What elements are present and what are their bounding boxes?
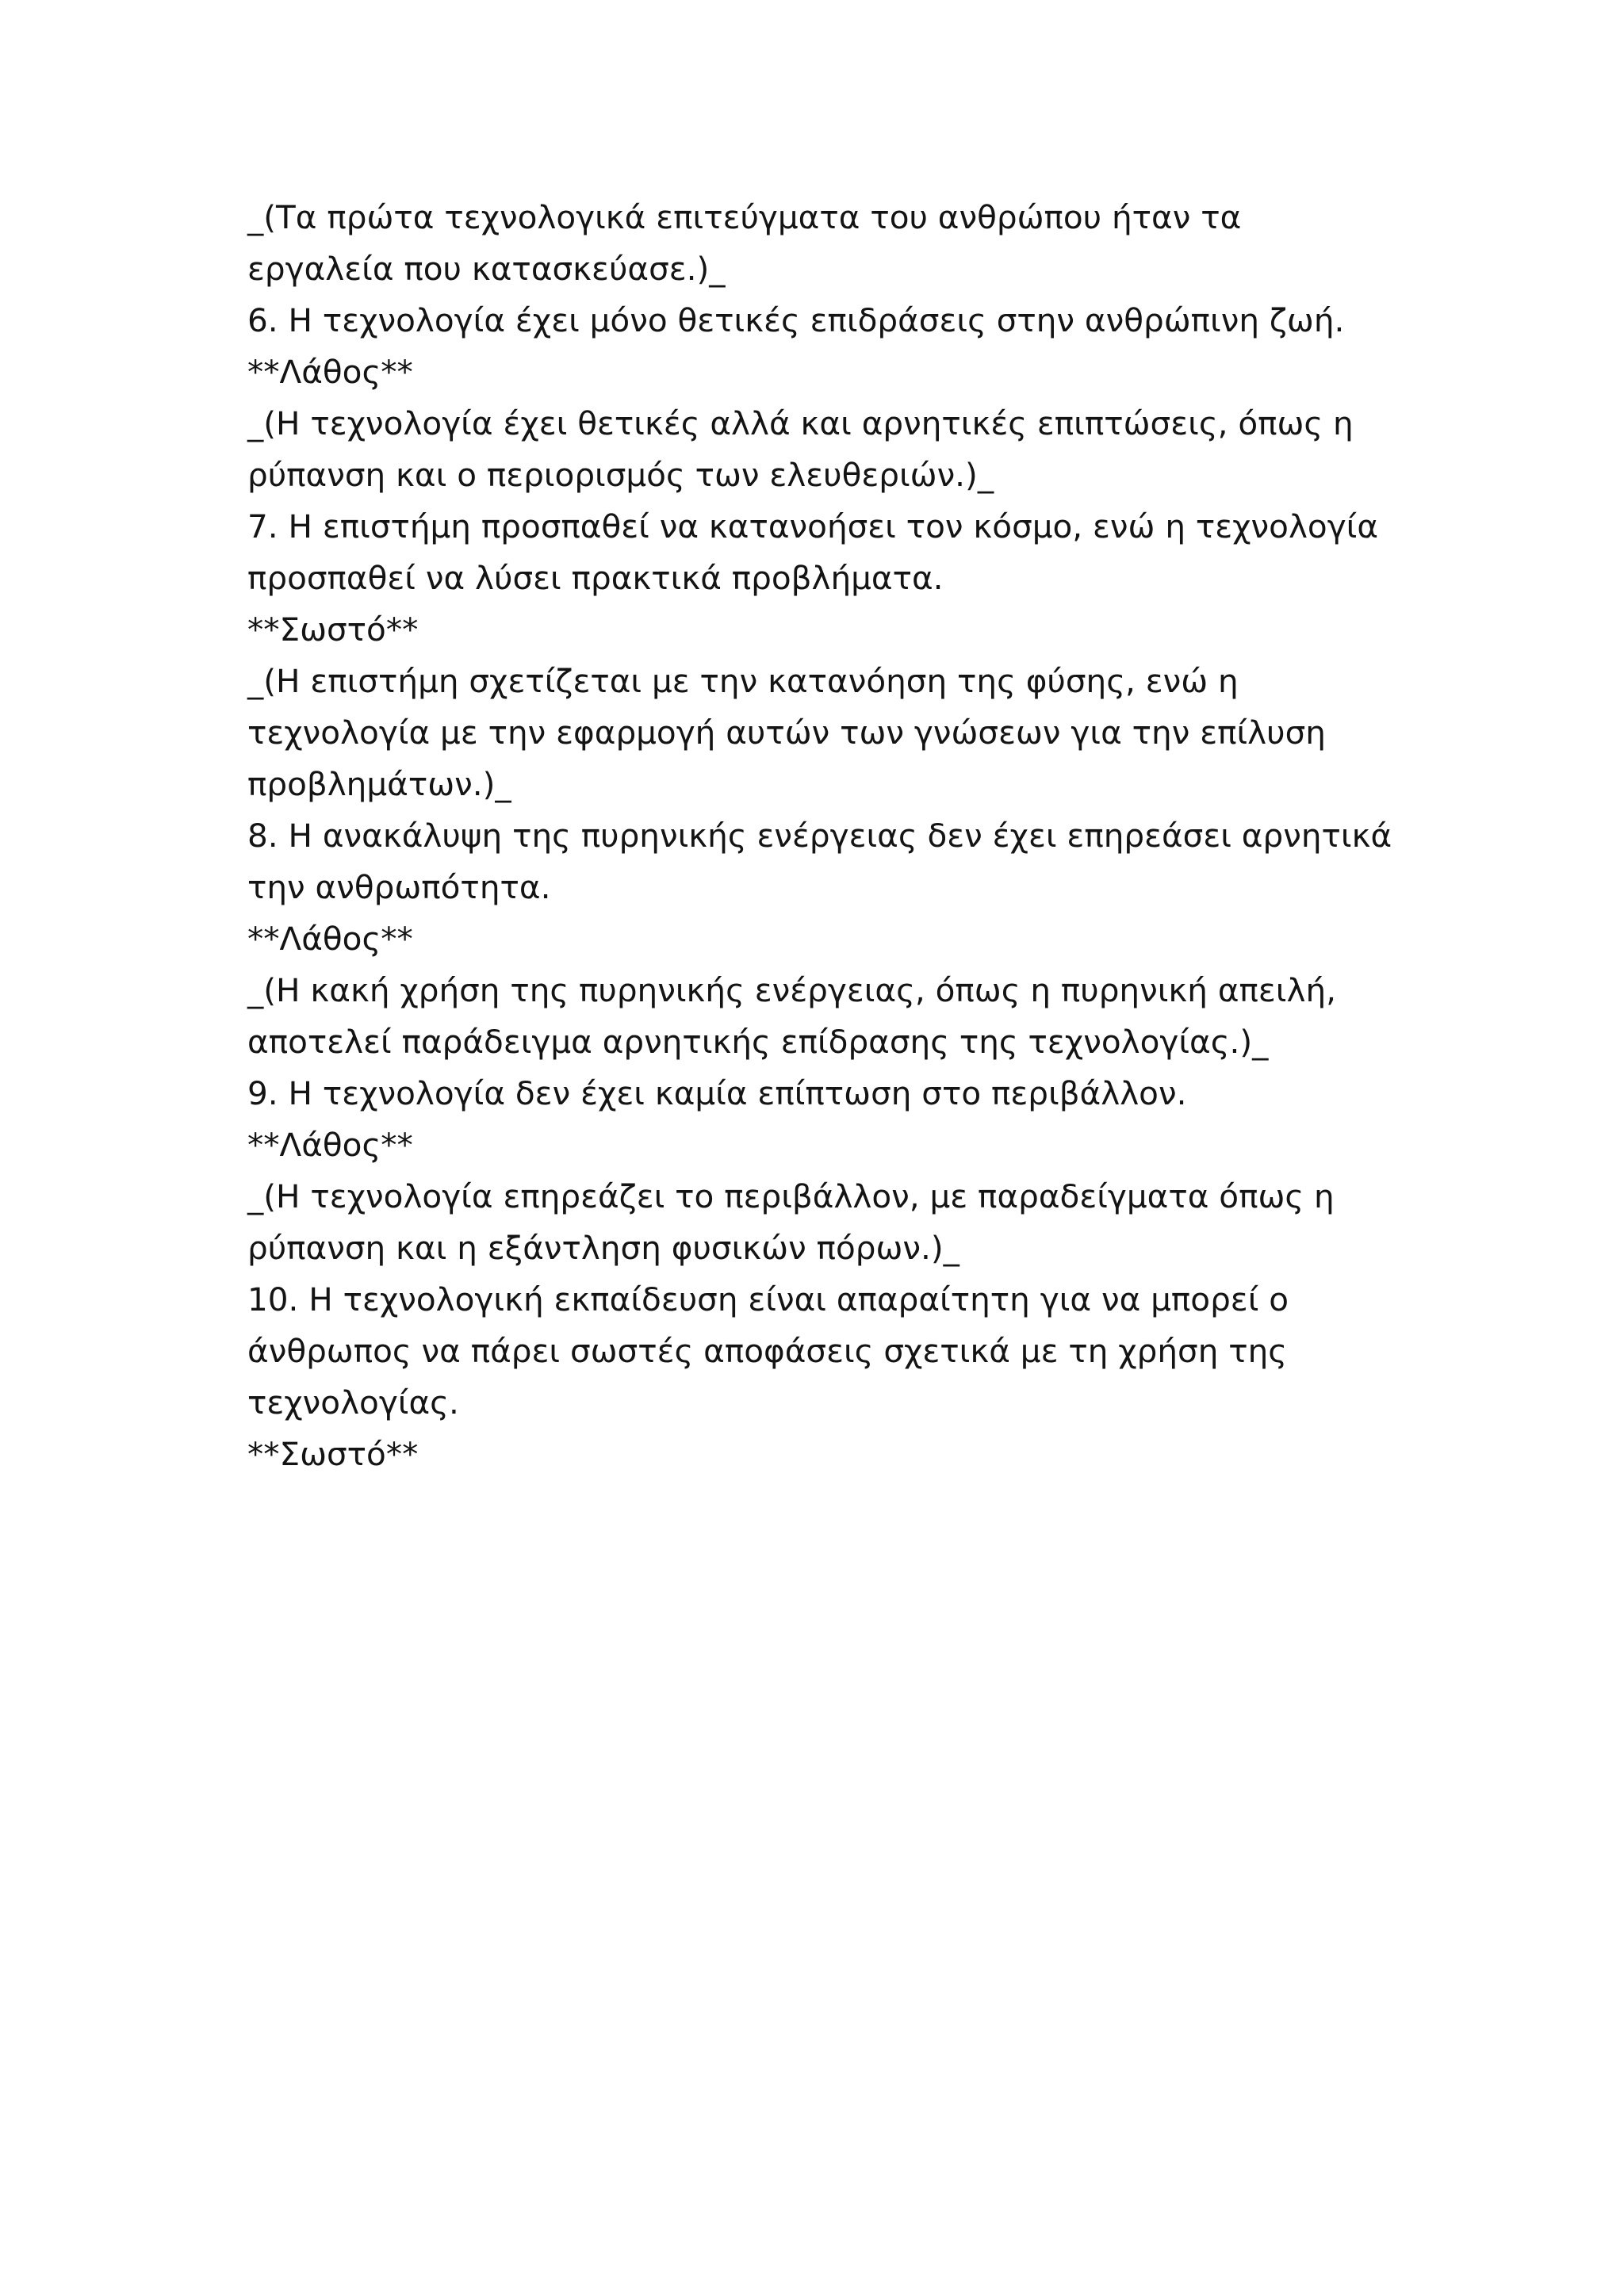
answer-verdict: **Λάθος** (247, 1126, 413, 1164)
question-item-8 (247, 810, 1397, 1068)
answer-verdict: **Σωστό** (247, 1435, 419, 1473)
answer-verdict: **Λάθος** (247, 353, 413, 391)
document-body (247, 192, 1397, 1480)
question-item-10 (247, 1274, 1397, 1480)
answer-verdict: **Σωστό** (247, 610, 419, 649)
answer-verdict: **Λάθος** (247, 920, 413, 958)
question-statement: 7. Η επιστήμη προσπαθεί να κατανοήσει τον κόσμο, ενώ η τεχνολογία προσπαθεί να λύσει πρακτικά προβλήματα. (247, 507, 1379, 597)
explanation-note: _(Τα πρώτα τεχνολογικά επιτεύγματα του ανθρώπου ήταν τα εργαλεία που κατασκεύασε.)_ (247, 198, 1242, 288)
question-statement: 9. Η τεχνολογία δεν έχει καμία επίπτωση στο περιβάλλον. (247, 1074, 1187, 1112)
question-statement: 8. Η ανακάλυψη της πυρηνικής ενέργειας δεν έχει επηρεάσει αρνητικά την ανθρωπότητα. (247, 817, 1392, 906)
question-item-6 (247, 295, 1397, 501)
question-statement: 6. Η τεχνολογία έχει μόνο θετικές επιδράσεις στην ανθρώπινη ζωή. (247, 301, 1345, 339)
explanation-note: _(Η επιστήμη σχετίζεται με την κατανόηση της φύσης, ενώ η τεχνολογία με την εφαρμογή αυτών των γνώσεων για την επίλυση προβλημάτων.)_ (247, 662, 1326, 803)
explanation-note: _(Η τεχνολογία έχει θετικές αλλά και αρνητικές επιπτώσεις, όπως η ρύπανση και ο περιορισμός των ελευθεριών.)_ (247, 404, 1354, 494)
explanation-note: _(Η τεχνολογία επηρεάζει το περιβάλλον, με παραδείγματα όπως η ρύπανση και η εξάντληση φυσικών πόρων.)_ (247, 1177, 1335, 1267)
explanation-note: _(Η κακή χρήση της πυρηνικής ενέργειας, όπως η πυρηνική απειλή, αποτελεί παράδειγμα αρνητικής επίδρασης της τεχνολογίας.)_ (247, 971, 1337, 1061)
question-item-9 (247, 1068, 1397, 1274)
question-item-7 (247, 501, 1397, 810)
question-statement: 10. Η τεχνολογική εκπαίδευση είναι απαραίτητη για να μπορεί ο άνθρωπος να πάρει σωστές αποφάσεις σχετικά με τη χρήση της τεχνολογίας. (247, 1280, 1289, 1422)
